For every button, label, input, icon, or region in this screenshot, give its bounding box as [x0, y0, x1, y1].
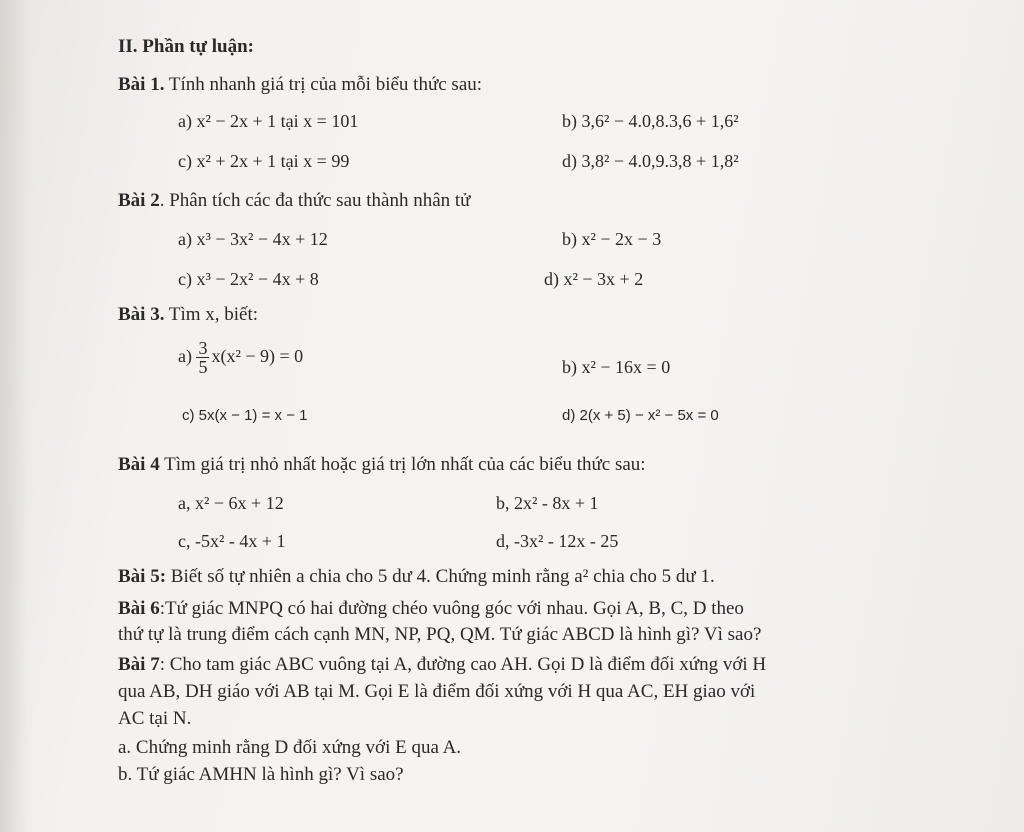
bai1-label: Bài 1.	[118, 74, 165, 95]
bai7-part-b: b. Tứ giác AMHN là hình gì? Vì sao?	[118, 764, 404, 785]
bai2-a: a) x³ − 3x² − 4x + 12	[178, 229, 328, 249]
bai7-line2: qua AB, DH giáo với AB tại M. Gọi E là điểm đối xứng với H qua AC, EH giao với	[118, 681, 756, 702]
bai4-text: Tìm giá trị nhỏ nhất hoặc giá trị lớn nhất của các biểu thức sau:	[159, 454, 646, 475]
bai3-heading	[118, 304, 258, 326]
bai3-b: b) x² − 16x = 0	[562, 357, 671, 377]
section-title: II. Phần tự luận:	[118, 36, 254, 57]
bai7-line3: AC tại N.	[118, 708, 192, 729]
bai5-text: Biết số tự nhiên a chia cho 5 dư 4. Chứng minh rằng a² chia cho 5 dư 1.	[166, 566, 715, 587]
bai4-c: c, -5x² - 4x + 1	[178, 531, 286, 551]
bai1-text: Tính nhanh giá trị của mỗi biểu thức sau:	[164, 74, 483, 95]
bai4-a: a, x² − 6x + 12	[178, 493, 284, 513]
bai3-a-rest: x(x² − 9) = 0	[211, 346, 304, 366]
bai5-label: Bài 5:	[118, 566, 167, 587]
bai6-text-1: :Tứ giác MNPQ có hai đường chéo vuông góc với nhau. Gọi A, B, C, D theo	[159, 598, 744, 619]
page-fold-shadow	[0, 0, 30, 832]
bai3-a	[178, 336, 303, 376]
bai3-d: d) 2(x + 5) − x² − 5x = 0	[562, 407, 719, 424]
bai3-c: c) 5x(x − 1) = x − 1	[182, 407, 308, 424]
bai4-b: b, 2x² - 8x + 1	[496, 493, 599, 513]
bai3-a-fraction	[196, 339, 209, 376]
bai3-a-prefix: a)	[178, 346, 192, 366]
bai2-text: . Phân tích các đa thức sau thành nhân tử	[159, 190, 471, 211]
bai2-d: d) x² − 3x + 2	[544, 269, 644, 289]
bai1-a: a) x² − 2x + 1 tại x = 101	[178, 111, 359, 131]
bai3-text: Tìm x, biết:	[164, 304, 259, 325]
bai7-text-1: : Cho tam giác ABC vuông tại A, đường cao AH. Gọi D là điểm đối xứng với H	[159, 654, 767, 675]
bai2-c: c) x³ − 2x² − 4x + 8	[178, 269, 319, 289]
bai5	[118, 566, 715, 588]
bai6-label: Bài 6	[118, 598, 160, 619]
bai6-line1	[118, 598, 744, 620]
bai4-d: d, -3x² - 12x - 25	[496, 531, 619, 551]
bai1-heading	[118, 74, 482, 96]
bai7-part-a: a. Chứng minh rằng D đối xứng với E qua A.	[118, 737, 462, 758]
bai3-label: Bài 3.	[118, 304, 165, 325]
bai1-d: d) 3,8² − 4.0,9.3,8 + 1,8²	[562, 151, 739, 171]
bai1-b: b) 3,6² − 4.0,8.3,6 + 1,6²	[562, 111, 739, 131]
bai2-label: Bài 2	[118, 190, 160, 211]
fraction-denominator: 5	[198, 357, 208, 378]
bai4-label: Bài 4	[118, 454, 160, 475]
bai4-heading	[118, 454, 646, 476]
fraction-numerator: 3	[198, 338, 208, 359]
bai6-line2: thứ tự là trung điểm cách cạnh MN, NP, PQ, QM. Tứ giác ABCD là hình gì? Vì sao?	[118, 624, 762, 645]
bai7-line1	[118, 654, 766, 676]
bai2-heading	[118, 190, 471, 212]
bai1-c: c) x² + 2x + 1 tại x = 99	[178, 151, 350, 171]
bai2-b: b) x² − 2x − 3	[562, 229, 662, 249]
bai7-label: Bài 7	[118, 654, 160, 675]
